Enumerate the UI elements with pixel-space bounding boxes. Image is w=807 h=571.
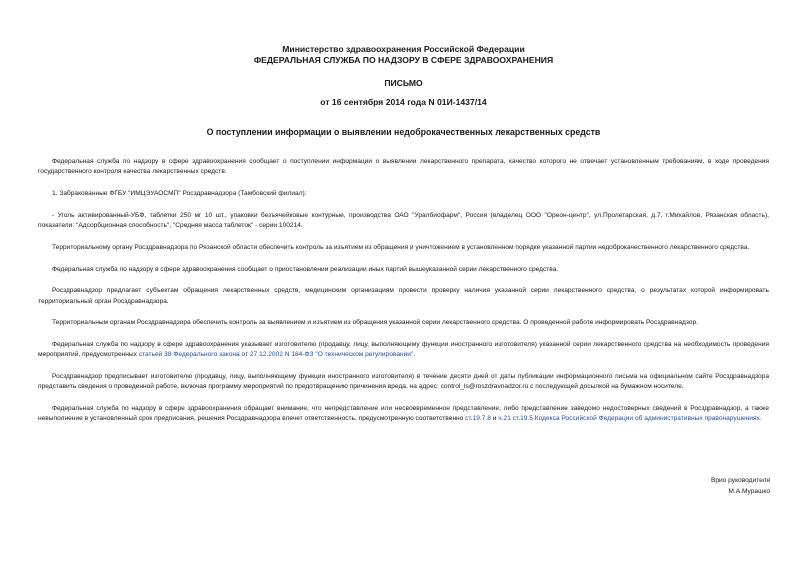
paragraph-territorial-control: Территориальным органам Росздравнадзора обеспечить контроль за выявлением и изъятием из обращения указанной серии лекарственного средства. О проведенной работе информировать Росздравнадзор. [52, 319, 698, 327]
paragraph-rejected-by: 1. Забракованные ФГБУ "ИМЦЭУАОСМП" Росздравнадзора (Тамбовский филиал): [52, 190, 307, 197]
service-heading: ФЕДЕРАЛЬНАЯ СЛУЖБА ПО НАДЗОРУ В СФЕРЕ ЗДРАВООХРАНЕНИЯ [253, 55, 554, 65]
law-article-38-link[interactable]: статьей 38 Федерального закона от 27.12.2002 N 184-ФЗ "О техническом регулировании" [138, 351, 414, 359]
paragraph-text: и [490, 415, 499, 423]
document-date: от 16 сентября 2014 года N 01И-1437/14 [320, 97, 487, 107]
paragraph-text: Федеральная служба по надзору в сфере здравоохранения обращает внимание, что непредставление или несвоевременное представление, либо представление заведомо недостоверных сведений в Росздравнадзор, а также невыполнение в установленный срок предписания, решения Росздравнадзора влечет ответственность, предусмотренную соответственно [38, 405, 769, 423]
paragraph-manufacturer-measures [38, 340, 769, 360]
paragraph-check-proposal: Росздравнадзор предлагает субъектам обращения лекарственных средств, медицинским организациям провести проверку наличия указанной серии лекарственного средства, о результатах которой информировать территориальный орган Росздравнадзора. [38, 287, 769, 305]
paragraph-text: . [759, 415, 762, 423]
document-body [38, 157, 769, 436]
document-subject: О поступлении информации о выявлении недоброкачественных лекарственных средств [206, 127, 601, 137]
paragraph-drug-details: - Уголь активированный-УБФ, таблетки 250 мг 10 шт., упаковки безъячейковые контурные, производства ОАО "Уралбиофарм", Россия (владелец ООО "Ореон-центр", ул.Пролетарская, д.7, г.Михайлов, Рязанская область), показатели: "Адсорбционная способность", "Средняя масса таблеток" - серии 100214. [38, 211, 769, 229]
code-article-19-7-8-link[interactable]: ст.19.7.8 [465, 415, 491, 423]
paragraph-text: Федеральная служба по надзору в сфере здравоохранения указывает изготовителю (продавцу, лицу, выполняющему функции иностранного изготовителя) указанной серии лекарственного средства на необходимость проведения мероприятий, предусмотренных [38, 341, 769, 359]
signatory-name: М.А.Мурашко [728, 488, 770, 495]
ministry-heading: Министерство здравоохранения Российской Федерации [282, 44, 525, 54]
paragraph-liability [38, 404, 769, 424]
paragraph-text: . [413, 351, 416, 359]
document-type: ПИСЬМО [384, 78, 423, 88]
code-article-19-5-link[interactable]: ч.21 ст.19.5 Кодекса Российской Федерации об административных правонарушениях [498, 415, 760, 423]
paragraph-ryazan-control: Территориальному органу Росздравнадзора по Рязанской области обеспечить контроль за изъятием из обращения и уничтожением в установленном порядке указанной партии недоброкачественного лекарственного средства. [52, 243, 750, 251]
signatory-position: Врио руководителя [710, 477, 770, 484]
paragraph-suspension: Федеральная служба по надзору в сфере здравоохранения сообщает о приостановлении реализации иных партий вышеуказанной серии лекарственного средства. [52, 265, 559, 273]
paragraph-prescription: Росздравнадзор предписывает изготовителю (продавцу, лицу, выполняющему функции иностранного изготовителя) в течение десяти дней от даты публикации информационного письма на официальном сайте Росздравнадзора представить сведения о проведенной работе, включая программу мероприятий по предотвращению причинения вреда, на адрес: control_ls@roszdravnadzor.ru с последующей досылкой на бумажном носителе. [38, 373, 769, 391]
paragraph-intro: Федеральная служба по надзору в сфере здравоохранения сообщает о поступлении информации о выявлении лекарственного препарата, качество которого не отвечает установленным требованиям, в ходе проведения государственного контроля качества лекарственных средств: [38, 158, 769, 176]
